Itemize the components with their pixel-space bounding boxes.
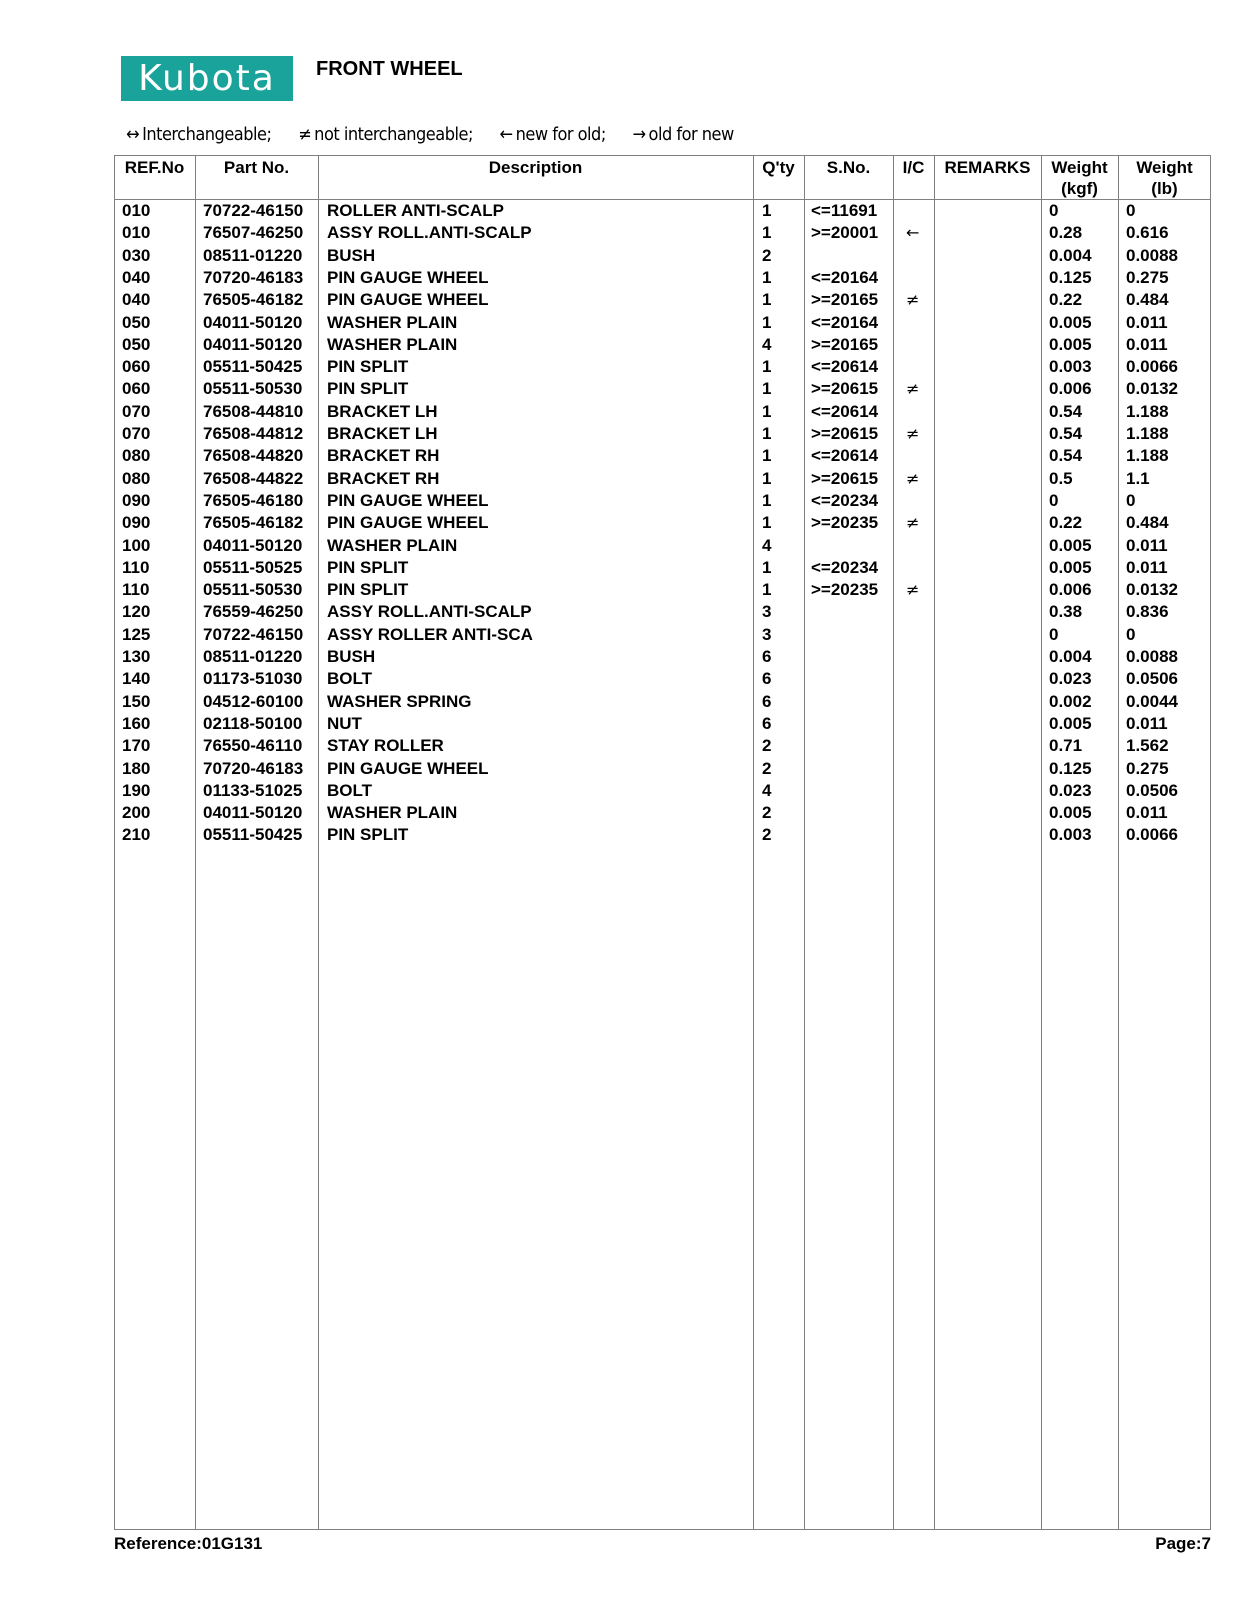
cell-weight-kgf: 0.003 — [1049, 825, 1092, 845]
cell-serial-no: <=20614 — [811, 357, 879, 377]
cell-part-no: 76505-46182 — [203, 513, 304, 533]
table-row — [0, 557, 1236, 579]
table-row — [0, 312, 1236, 334]
cell-description: PIN SPLIT — [327, 580, 409, 600]
cell-ic: ≠ — [906, 379, 920, 399]
cell-weight-lb: 0.0132 — [1126, 379, 1178, 399]
cell-description: PIN SPLIT — [327, 825, 409, 845]
cell-serial-no: >=20235 — [811, 513, 879, 533]
header-weight-kgf-line2: (kgf) — [1061, 179, 1098, 198]
cell-weight-lb: 0 — [1126, 624, 1136, 644]
cell-description: WASHER PLAIN — [327, 312, 458, 332]
table-row — [0, 579, 1236, 601]
cell-weight-kgf: 0.005 — [1049, 535, 1092, 555]
cell-qty: 1 — [762, 357, 772, 377]
cell-part-no: 04011-50120 — [203, 535, 303, 555]
cell-part-no: 76550-46110 — [203, 736, 303, 756]
cell-description: NUT — [327, 713, 362, 733]
cell-weight-kgf: 0 — [1049, 490, 1059, 510]
table-row — [0, 535, 1236, 557]
cell-serial-no: <=11691 — [811, 201, 878, 220]
table-row — [0, 691, 1236, 713]
cell-weight-kgf: 0.006 — [1049, 580, 1092, 600]
cell-description: ASSY ROLLER ANTI-SCA — [327, 624, 533, 644]
legend-label: new for old; — [515, 124, 606, 145]
cell-ref-no: 080 — [122, 468, 151, 488]
cell-part-no: 04011-50120 — [203, 803, 303, 823]
cell-qty: 4 — [762, 780, 772, 800]
cell-part-no: 70720-46183 — [203, 758, 304, 778]
table-row — [0, 334, 1236, 356]
cell-description: PIN SPLIT — [327, 357, 409, 377]
cell-qty: 1 — [762, 468, 772, 488]
cell-ref-no: 200 — [122, 803, 151, 823]
cell-part-no: 08511-01220 — [203, 245, 303, 265]
cell-weight-lb: 1.188 — [1126, 424, 1169, 443]
cell-part-no: 08511-01220 — [203, 647, 303, 666]
table-row — [0, 356, 1236, 378]
cell-qty: 6 — [762, 691, 772, 711]
cell-ref-no: 190 — [122, 780, 151, 800]
cell-weight-lb: 0.836 — [1126, 602, 1169, 622]
cell-qty: 2 — [762, 245, 772, 265]
table-row — [0, 668, 1236, 690]
cell-weight-lb: 0.011 — [1126, 803, 1168, 823]
cell-ref-no: 210 — [122, 825, 151, 845]
cell-description: ASSY ROLL.ANTI-SCALP — [327, 602, 532, 622]
cell-part-no: 70720-46183 — [203, 267, 304, 287]
cell-ref-no: 080 — [122, 446, 151, 466]
arrow-right-icon: → — [632, 124, 646, 145]
cell-description: BRACKET RH — [327, 446, 440, 466]
cell-description: WASHER PLAIN — [327, 334, 458, 354]
cell-weight-lb: 0.275 — [1126, 758, 1169, 778]
cell-ref-no: 125 — [122, 624, 151, 644]
cell-serial-no: >=20165 — [811, 334, 879, 354]
cell-weight-kgf: 0.125 — [1049, 758, 1092, 778]
cell-serial-no: <=20234 — [811, 490, 879, 510]
cell-qty: 1 — [762, 223, 772, 243]
table-row — [0, 758, 1236, 780]
cell-ref-no: 170 — [122, 736, 151, 756]
cell-weight-kgf: 0.004 — [1049, 245, 1092, 265]
interchangeability-legend — [126, 124, 756, 145]
header-qty: Q'ty — [762, 158, 795, 177]
cell-weight-lb: 0 — [1126, 490, 1136, 510]
header-weight-lb — [1118, 157, 1211, 199]
cell-part-no: 02118-50100 — [203, 713, 303, 733]
cell-weight-kgf: 0 — [1049, 201, 1059, 220]
header-weight-lb-line1: Weight — [1136, 158, 1193, 177]
table-row — [0, 802, 1236, 824]
cell-serial-no: >=20001 — [811, 223, 879, 243]
header-serial-no: S.No. — [826, 158, 871, 177]
cell-ref-no: 160 — [122, 713, 151, 733]
cell-ic: ≠ — [906, 580, 920, 600]
cell-weight-kgf: 0.003 — [1049, 357, 1092, 377]
cell-weight-lb: 1.188 — [1126, 446, 1169, 466]
table-row — [0, 245, 1236, 267]
cell-weight-kgf: 0.38 — [1049, 602, 1083, 622]
table-row — [0, 735, 1236, 757]
cell-ref-no: 120 — [122, 602, 151, 622]
cell-weight-kgf: 0.54 — [1049, 424, 1083, 443]
cell-serial-no: >=20615 — [811, 424, 879, 443]
cell-weight-lb: 0.0066 — [1126, 357, 1178, 377]
logo-text: Kubota — [138, 58, 276, 99]
table-row — [0, 401, 1236, 423]
cell-qty: 6 — [762, 713, 772, 733]
cell-part-no: 05511-50425 — [203, 825, 303, 845]
cell-weight-lb: 0.011 — [1126, 713, 1168, 733]
table-row — [0, 289, 1236, 311]
cell-qty: 1 — [762, 290, 772, 310]
cell-part-no: 04512-60100 — [203, 691, 304, 711]
table-row — [0, 780, 1236, 802]
cell-ref-no: 050 — [122, 334, 151, 354]
header-weight-lb-line2: (lb) — [1151, 179, 1178, 198]
cell-part-no: 76508-44810 — [203, 401, 304, 421]
cell-description: PIN SPLIT — [327, 557, 409, 577]
cell-ref-no: 060 — [122, 357, 151, 377]
cell-weight-lb: 0.0132 — [1126, 580, 1178, 600]
header-ref-no: REF.No — [124, 158, 185, 177]
cell-description: BOLT — [327, 780, 373, 800]
cell-weight-kgf: 0.023 — [1049, 669, 1092, 689]
header-ic: I/C — [902, 158, 925, 177]
cell-qty: 1 — [762, 379, 772, 399]
cell-part-no: 05511-50530 — [203, 379, 303, 399]
cell-weight-kgf: 0.22 — [1049, 513, 1083, 533]
cell-weight-kgf: 0.006 — [1049, 379, 1092, 399]
cell-ref-no: 040 — [122, 290, 151, 310]
cell-weight-kgf: 0.004 — [1049, 647, 1092, 666]
table-row — [0, 468, 1236, 490]
table-row — [0, 713, 1236, 735]
cell-weight-kgf: 0.005 — [1049, 557, 1092, 577]
cell-description: PIN GAUGE WHEEL — [327, 513, 489, 533]
cell-qty: 1 — [762, 490, 772, 510]
cell-qty: 6 — [762, 669, 772, 689]
cell-description: BUSH — [327, 647, 376, 666]
cell-ref-no: 110 — [122, 580, 150, 600]
header-remarks: REMARKS — [944, 158, 1031, 177]
cell-part-no: 04011-50120 — [203, 312, 303, 332]
cell-serial-no: <=20164 — [811, 267, 879, 287]
cell-weight-lb: 0.0088 — [1126, 245, 1178, 265]
cell-description: PIN GAUGE WHEEL — [327, 758, 489, 778]
cell-weight-kgf: 0 — [1049, 624, 1059, 644]
cell-qty: 1 — [762, 513, 772, 533]
cell-part-no: 76508-44812 — [203, 424, 304, 443]
cell-qty: 1 — [762, 312, 772, 332]
cell-qty: 1 — [762, 267, 772, 287]
cell-weight-lb: 0.616 — [1126, 223, 1169, 243]
cell-part-no: 76505-46182 — [203, 290, 304, 310]
header-part-no: Part No. — [223, 158, 290, 177]
cell-ref-no: 110 — [122, 557, 150, 577]
cell-weight-kgf: 0.54 — [1049, 446, 1083, 466]
cell-description: WASHER SPRING — [327, 691, 472, 711]
header-weight-kgf-line1: Weight — [1051, 158, 1108, 177]
page-number: Page:7 — [1155, 1534, 1211, 1553]
interchangeable-icon: ↔ — [126, 124, 140, 145]
cell-part-no: 76559-46250 — [203, 602, 304, 622]
cell-description: BRACKET RH — [327, 468, 440, 488]
cell-weight-lb: 1.188 — [1126, 401, 1169, 421]
cell-weight-lb: 0.011 — [1126, 557, 1168, 577]
table-row — [0, 490, 1236, 512]
cell-ref-no: 010 — [122, 223, 151, 243]
cell-qty: 4 — [762, 535, 772, 555]
cell-description: BRACKET LH — [327, 401, 438, 421]
not-equal-icon: ≠ — [298, 124, 312, 145]
cell-qty: 1 — [762, 401, 772, 421]
cell-qty: 1 — [762, 446, 772, 466]
table-row — [0, 601, 1236, 623]
cell-description: PIN GAUGE WHEEL — [327, 490, 489, 510]
cell-qty: 2 — [762, 736, 772, 756]
legend-label: Interchangeable; — [142, 124, 272, 145]
cell-qty: 6 — [762, 647, 772, 666]
cell-weight-lb: 1.562 — [1126, 736, 1169, 756]
cell-serial-no: >=20235 — [811, 580, 879, 600]
cell-weight-kgf: 0.28 — [1049, 223, 1083, 243]
cell-description: BOLT — [327, 669, 373, 689]
cell-qty: 3 — [762, 624, 772, 644]
legend-label: not interchangeable; — [314, 124, 473, 145]
cell-part-no: 76507-46250 — [203, 223, 304, 243]
table-row — [0, 512, 1236, 534]
cell-weight-kgf: 0.005 — [1049, 713, 1092, 733]
table-row — [0, 267, 1236, 289]
kubota-logo — [121, 56, 293, 101]
cell-ic: ≠ — [906, 468, 920, 488]
cell-ref-no: 090 — [122, 513, 151, 533]
table-row — [0, 423, 1236, 445]
cell-weight-lb: 0 — [1126, 201, 1136, 220]
cell-ref-no: 070 — [122, 401, 151, 421]
cell-description: PIN GAUGE WHEEL — [327, 290, 489, 310]
cell-weight-lb: 0.011 — [1126, 535, 1168, 555]
cell-weight-lb: 0.275 — [1126, 267, 1169, 287]
cell-part-no: 01173-51030 — [203, 669, 303, 689]
table-row — [0, 624, 1236, 646]
cell-qty: 1 — [762, 201, 772, 220]
cell-qty: 4 — [762, 334, 772, 354]
cell-description: WASHER PLAIN — [327, 535, 458, 555]
cell-serial-no: >=20165 — [811, 290, 879, 310]
header-description: Description — [488, 158, 583, 177]
cell-ref-no: 030 — [122, 245, 151, 265]
cell-ref-no: 090 — [122, 490, 151, 510]
reference-label: Reference:01G131 — [114, 1534, 263, 1553]
legend-label: old for new — [648, 124, 734, 145]
arrow-left-icon: ← — [499, 124, 513, 145]
table-row — [0, 222, 1236, 244]
cell-part-no: 05511-50530 — [203, 580, 303, 600]
cell-ref-no: 010 — [122, 201, 151, 220]
cell-ref-no: 040 — [122, 267, 151, 287]
cell-qty: 1 — [762, 580, 772, 600]
cell-weight-kgf: 0.005 — [1049, 312, 1092, 332]
table-row — [0, 378, 1236, 400]
cell-part-no: 70722-46150 — [203, 624, 304, 644]
cell-qty: 3 — [762, 602, 772, 622]
table-row — [0, 646, 1236, 668]
cell-serial-no: >=20615 — [811, 379, 879, 399]
cell-description: BRACKET LH — [327, 424, 438, 443]
cell-weight-kgf: 0.5 — [1049, 468, 1073, 488]
table-row — [0, 445, 1236, 467]
cell-part-no: 05511-50425 — [203, 357, 303, 377]
cell-description: STAY ROLLER — [327, 736, 444, 756]
cell-part-no: 70722-46150 — [203, 201, 304, 220]
cell-qty: 2 — [762, 758, 772, 778]
cell-ref-no: 050 — [122, 312, 151, 332]
cell-description: ASSY ROLL.ANTI-SCALP — [327, 223, 532, 243]
cell-weight-lb: 0.484 — [1126, 513, 1169, 533]
cell-weight-lb: 0.0506 — [1126, 780, 1178, 800]
cell-part-no: 76508-44820 — [203, 446, 304, 466]
cell-serial-no: <=20614 — [811, 446, 879, 466]
cell-weight-lb: 0.0044 — [1126, 691, 1178, 711]
cell-weight-kgf: 0.002 — [1049, 691, 1092, 711]
cell-weight-kgf: 0.023 — [1049, 780, 1092, 800]
cell-weight-kgf: 0.005 — [1049, 334, 1092, 354]
cell-part-no: 05511-50525 — [203, 557, 303, 577]
cell-ref-no: 180 — [122, 758, 151, 778]
cell-serial-no: <=20614 — [811, 401, 879, 421]
cell-description: WASHER PLAIN — [327, 803, 458, 823]
table-row — [0, 200, 1236, 222]
cell-ref-no: 070 — [122, 424, 151, 443]
cell-qty: 1 — [762, 424, 772, 443]
cell-weight-lb: 0.011 — [1126, 312, 1168, 332]
table-row — [0, 824, 1236, 846]
cell-part-no: 04011-50120 — [203, 334, 303, 354]
cell-description: PIN SPLIT — [327, 379, 409, 399]
cell-qty: 2 — [762, 825, 772, 845]
cell-ic: ≠ — [906, 424, 920, 443]
cell-part-no: 76508-44822 — [203, 468, 304, 488]
cell-ref-no: 100 — [122, 535, 151, 555]
cell-description: PIN GAUGE WHEEL — [327, 267, 489, 287]
cell-weight-kgf: 0.22 — [1049, 290, 1083, 310]
cell-weight-lb: 0.0506 — [1126, 669, 1178, 689]
cell-weight-kgf: 0.125 — [1049, 267, 1092, 287]
cell-weight-kgf: 0.005 — [1049, 803, 1092, 823]
cell-ref-no: 140 — [122, 669, 151, 689]
cell-serial-no: >=20615 — [811, 468, 879, 488]
cell-part-no: 76505-46180 — [203, 490, 304, 510]
cell-weight-lb: 1.1 — [1126, 468, 1150, 488]
cell-ref-no: 060 — [122, 379, 151, 399]
cell-weight-kgf: 0.54 — [1049, 401, 1083, 421]
page-title: FRONT WHEEL — [316, 58, 463, 80]
cell-ic: ← — [906, 223, 920, 243]
cell-description: ROLLER ANTI-SCALP — [327, 201, 504, 220]
cell-weight-lb: 0.484 — [1126, 290, 1169, 310]
cell-weight-lb: 0.011 — [1126, 334, 1168, 354]
cell-part-no: 01133-51025 — [203, 780, 303, 800]
cell-serial-no: <=20234 — [811, 557, 879, 577]
header-weight-kgf — [1041, 157, 1118, 199]
cell-ref-no: 150 — [122, 691, 151, 711]
cell-qty: 2 — [762, 803, 772, 823]
cell-serial-no: <=20164 — [811, 312, 879, 332]
cell-ref-no: 130 — [122, 647, 151, 666]
cell-weight-kgf: 0.71 — [1049, 736, 1083, 756]
cell-ic: ≠ — [906, 513, 920, 533]
cell-weight-lb: 0.0088 — [1126, 647, 1178, 666]
cell-ic: ≠ — [906, 290, 920, 310]
cell-weight-lb: 0.0066 — [1126, 825, 1178, 845]
cell-qty: 1 — [762, 557, 772, 577]
cell-description: BUSH — [327, 245, 376, 265]
